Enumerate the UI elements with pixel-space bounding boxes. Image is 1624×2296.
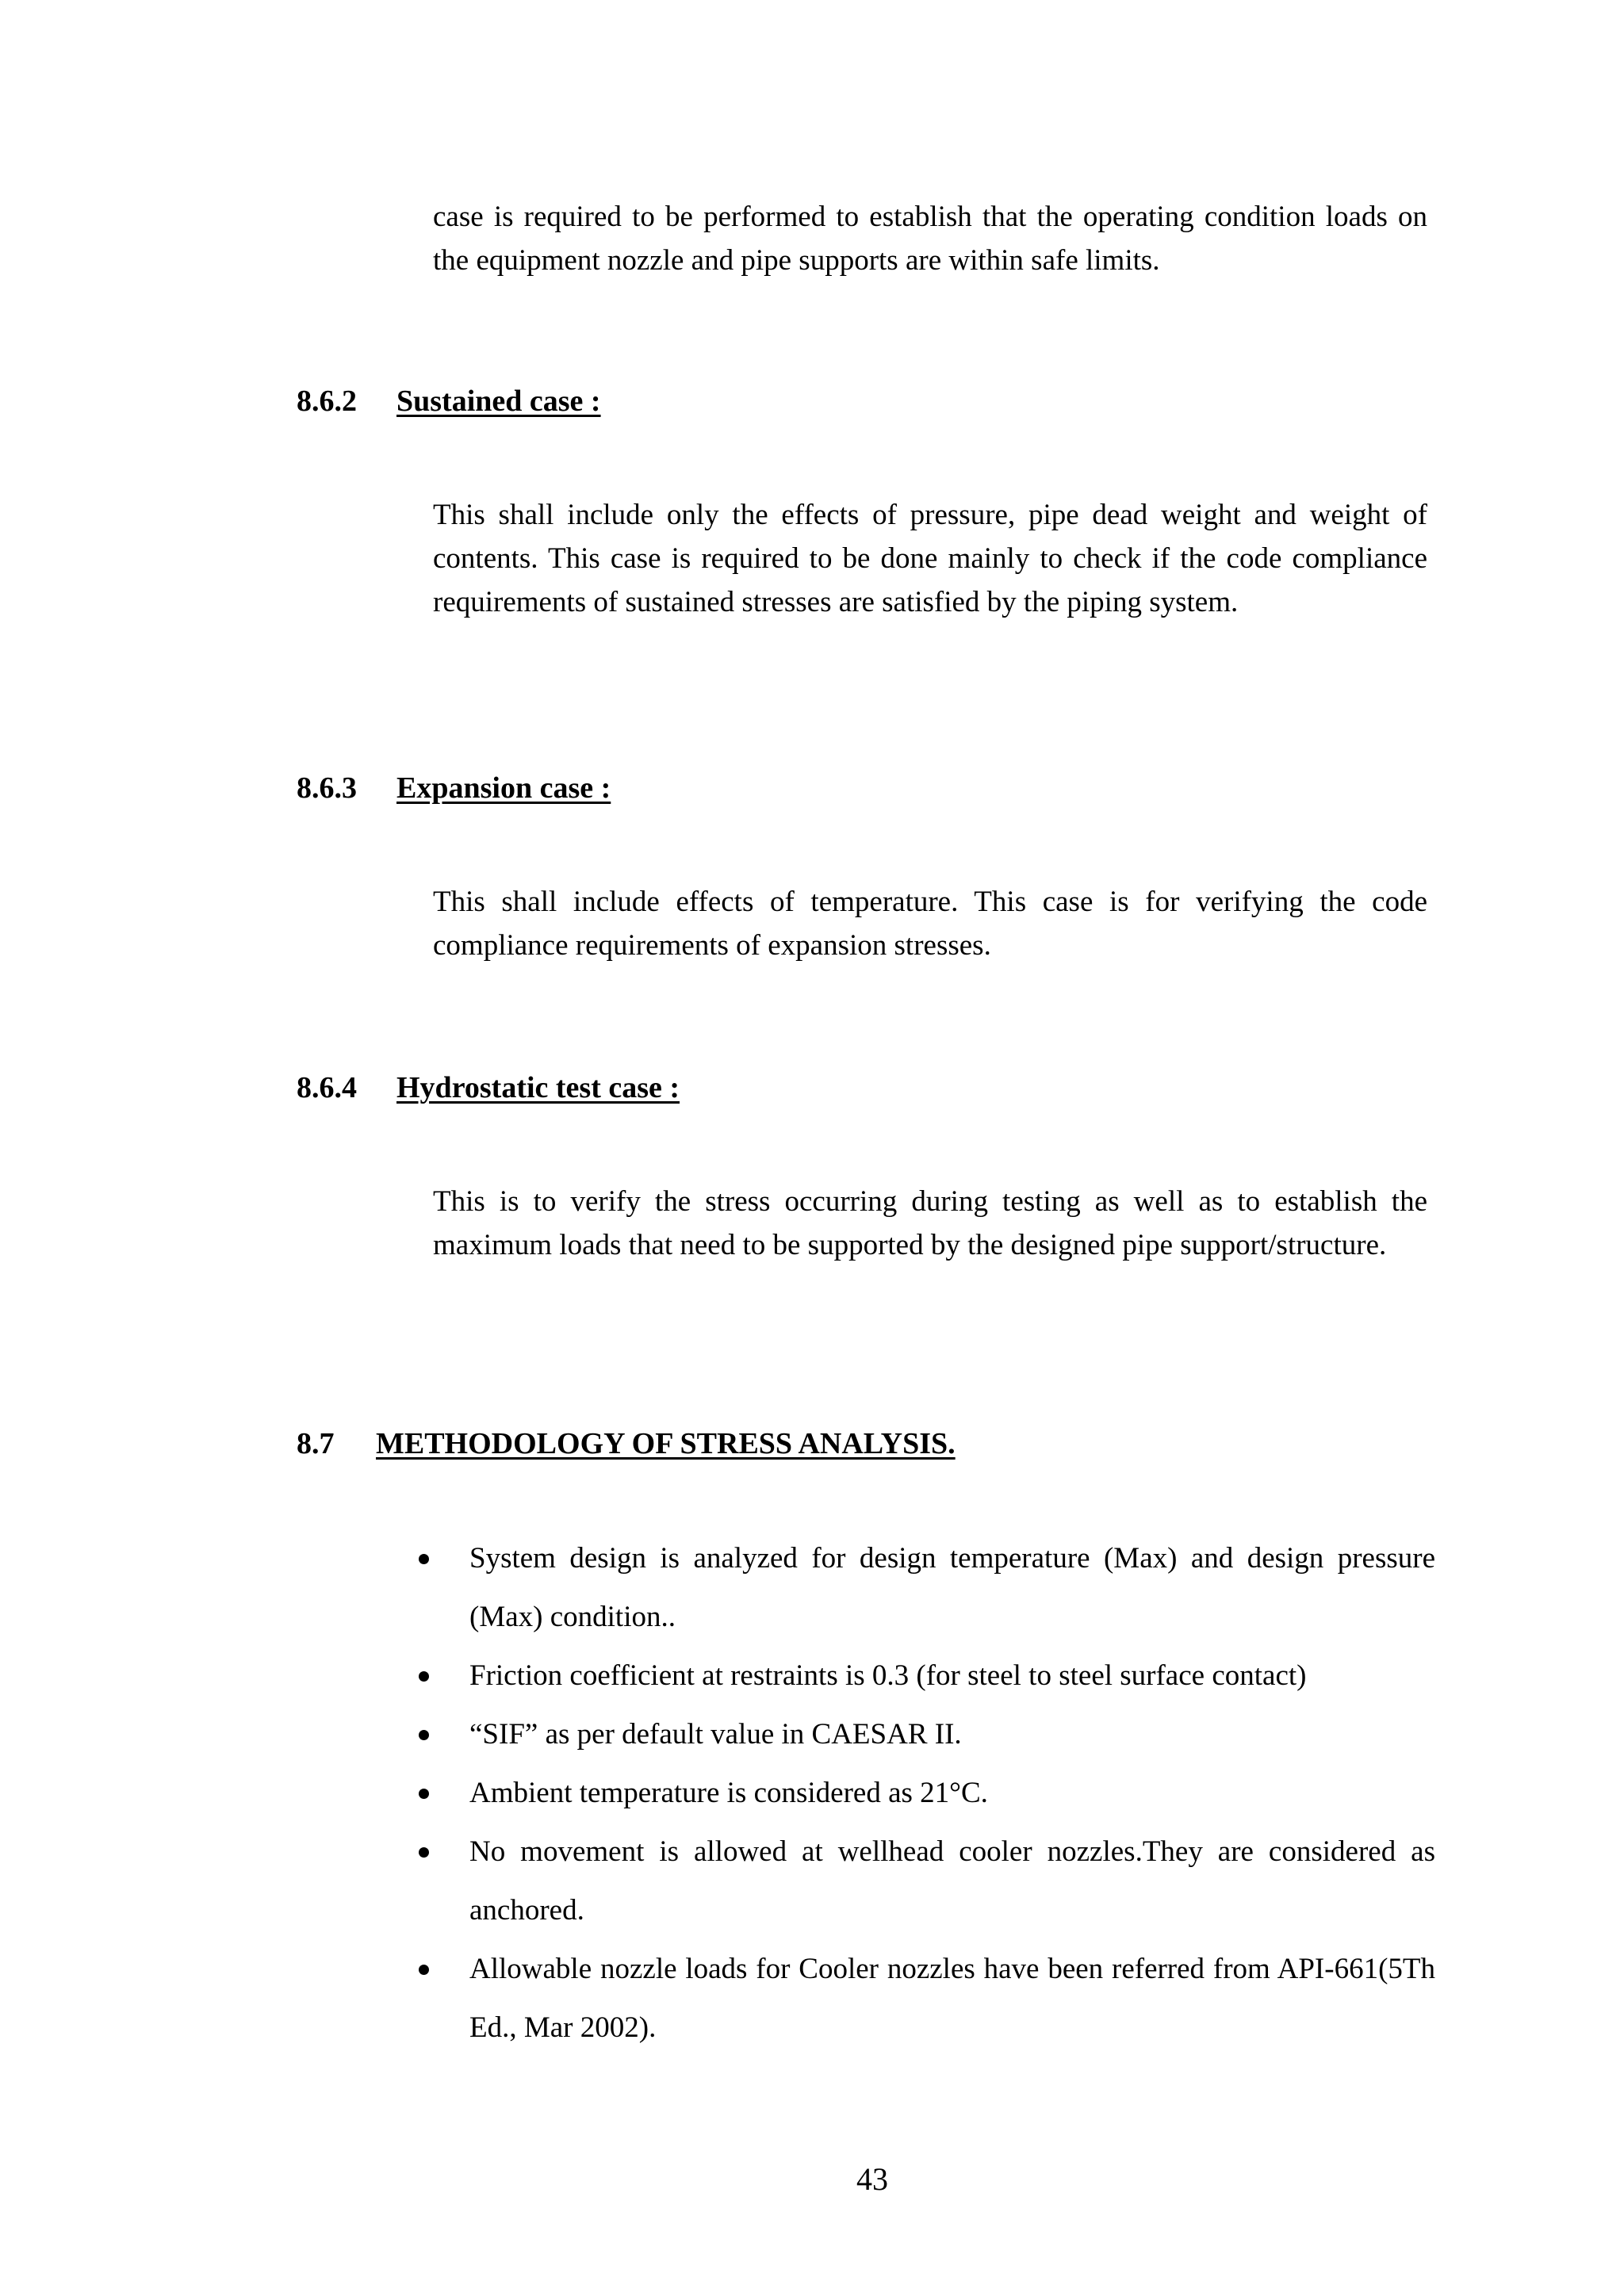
list-item: System design is analyzed for design temperature (Max) and design pressure (Max) condition.. <box>412 1529 1435 1647</box>
methodology-bullet-list <box>412 1529 1435 2057</box>
page-number: 43 <box>856 2161 888 2197</box>
section-title: Hydrostatic test case : <box>396 1071 680 1104</box>
intro-paragraph: case is required to be performed to establish that the operating condition loads on the equipment nozzle and pipe supports are within safe limits. <box>433 201 1427 277</box>
sustained-case-paragraph: This shall include only the effects of pressure, pipe dead weight and weight of contents. This case is required to be done mainly to check if the code compliance requirements of sustained stresses are satisfied by the piping system. <box>433 499 1427 618</box>
list-item: Ambient temperature is considered as 21°C. <box>412 1764 1435 1823</box>
bullet-icon <box>419 1671 429 1682</box>
list-item: No movement is allowed at wellhead cooler nozzles.They are considered as anchored. <box>412 1823 1435 1940</box>
expansion-case-paragraph: This shall include effects of temperature. This case is for verifying the code compliance requirements of expansion stresses. <box>433 886 1427 962</box>
section-title: METHODOLOGY OF STRESS ANALYSIS. <box>376 1427 956 1460</box>
section-heading-8-6-4 <box>297 1069 680 1107</box>
section-number: 8.6.3 <box>297 771 357 805</box>
list-item: “SIF” as per default value in CAESAR II. <box>412 1705 1435 1764</box>
list-item: Friction coefficient at restraints is 0.3 (for steel to steel surface contact) <box>412 1647 1435 1705</box>
section-number: 8.7 <box>297 1427 335 1460</box>
hydrostatic-test-paragraph: This is to verify the stress occurring during testing as well as to establish the maximum loads that need to be supported by the designed pipe support/structure. <box>433 1185 1427 1261</box>
list-item: Allowable nozzle loads for Cooler nozzles have been referred from API-661(5Th Ed., Mar 2002). <box>412 1940 1435 2057</box>
section-title: Expansion case : <box>396 771 611 805</box>
bullet-icon <box>419 1789 429 1799</box>
bullet-icon <box>419 1554 429 1564</box>
bullet-icon <box>419 1847 429 1858</box>
bullet-icon <box>419 1965 429 1975</box>
section-number: 8.6.2 <box>297 385 357 418</box>
section-heading-8-6-3 <box>297 769 611 807</box>
section-number: 8.6.4 <box>297 1071 357 1104</box>
section-heading-8-7 <box>297 1425 956 1463</box>
bullet-icon <box>419 1730 429 1740</box>
section-title: Sustained case : <box>396 385 601 418</box>
section-heading-8-6-2 <box>297 382 601 420</box>
